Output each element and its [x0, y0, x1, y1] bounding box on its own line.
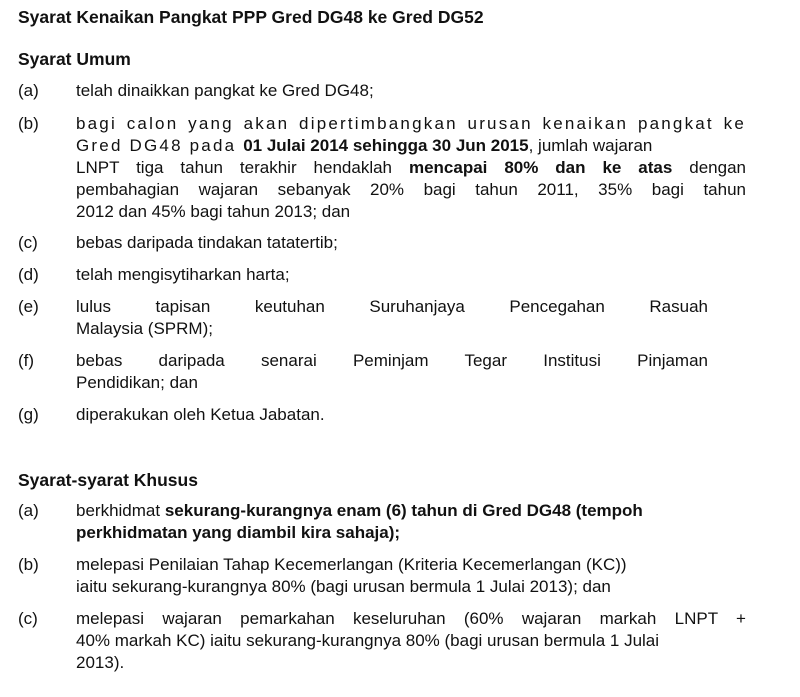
list-item-umum-a — [18, 80, 780, 102]
section-heading-khusus: Syarat-syarat Khusus — [18, 470, 198, 490]
item-label: (g) — [18, 405, 39, 424]
item-text-line: Malaysia (SPRM); — [76, 319, 213, 338]
item-text — [76, 350, 708, 394]
document-title: Syarat Kenaikan Pangkat PPP Gred DG48 ke Gred DG52 — [18, 7, 484, 27]
item-text: bebas daripada tindakan tatatertib; — [76, 233, 338, 252]
item-text-line: 2012 dan 45% bagi tahun 2013; dan — [76, 202, 351, 221]
item-text-bold: 01 Julai 2014 sehingga 30 Jun 2015 — [243, 136, 529, 155]
list-item-khusus-c — [18, 608, 780, 674]
item-text-line: iaitu sekurang-kurangnya 80% (bagi urusan bermula 1 Julai 2013); dan — [76, 577, 611, 596]
item-text-line: pembahagian wajaran sebanyak 20% bagi tahun 2011, 35% bagi tahun — [76, 180, 746, 199]
item-text: diperakukan oleh Ketua Jabatan. — [76, 405, 325, 424]
item-text-line — [76, 522, 746, 544]
item-label: (f) — [18, 351, 35, 370]
list-item-umum-b — [18, 113, 780, 223]
item-label: (d) — [18, 265, 39, 284]
item-text — [76, 296, 708, 340]
list-item-umum-d — [18, 264, 780, 286]
item-text — [76, 608, 746, 674]
item-text-line: 2013). — [76, 653, 125, 672]
item-text-line — [76, 157, 746, 179]
list-item-khusus-b — [18, 554, 780, 598]
item-text-line: bagi calon yang akan dipertimbangkan urusan kenaikan pangkat ke — [76, 114, 746, 133]
item-text-bold: mencapai 80% dan ke atas — [408, 158, 673, 177]
list-item-umum-f — [18, 350, 780, 394]
item-text-bold: sekurang-kurangnya enam (6) tahun di Gred DG48 (tempoh — [164, 501, 643, 520]
item-text-fragment: berkhidmat — [76, 501, 165, 520]
item-text-line: bebas daripada senarai Peminjam Tegar Institusi Pinjaman — [76, 351, 708, 370]
item-text-line: melepasi wajaran pemarkahan keseluruhan (60% wajaran markah LNPT + — [76, 609, 746, 628]
item-text: telah mengisytiharkan harta; — [76, 265, 290, 284]
item-text — [76, 113, 746, 223]
item-label: (c) — [18, 609, 38, 628]
item-text: telah dinaikkan pangkat ke Gred DG48; — [76, 81, 374, 100]
section-heading-umum: Syarat Umum — [18, 49, 131, 69]
item-text-fragment: LNPT tiga tahun terakhir hendaklah — [76, 158, 409, 177]
item-label: (e) — [18, 297, 39, 316]
item-label: (a) — [18, 501, 39, 520]
item-text-line — [76, 135, 746, 157]
item-label: (a) — [18, 81, 39, 100]
list-item-khusus-a — [18, 500, 780, 544]
item-text-line: Pendidikan; dan — [76, 373, 198, 392]
item-text-bold: perkhidmatan yang diambil kira sahaja); — [76, 523, 401, 542]
item-text-fragment: dengan — [672, 158, 746, 177]
list-item-umum-c — [18, 232, 780, 254]
item-label: (b) — [18, 555, 39, 574]
item-text-line: lulus tapisan keutuhan Suruhanjaya Pencegahan Rasuah — [76, 297, 708, 316]
item-text — [76, 500, 746, 544]
item-text — [76, 554, 746, 598]
item-text-fragment: , jumlah wajaran — [528, 136, 653, 155]
list-item-umum-g — [18, 404, 780, 426]
item-label: (c) — [18, 233, 38, 252]
list-item-umum-e — [18, 296, 780, 340]
item-text-line: melepasi Penilaian Tahap Kecemerlangan (Kriteria Kecemerlangan (KC)) — [76, 555, 627, 574]
item-text-fragment: Gred DG48 pada — [76, 136, 244, 155]
item-text-line: 40% markah KC) iaitu sekurang-kurangnya 80% (bagi urusan bermula 1 Julai — [76, 631, 660, 650]
item-label: (b) — [18, 114, 39, 133]
item-text-line — [76, 500, 746, 522]
